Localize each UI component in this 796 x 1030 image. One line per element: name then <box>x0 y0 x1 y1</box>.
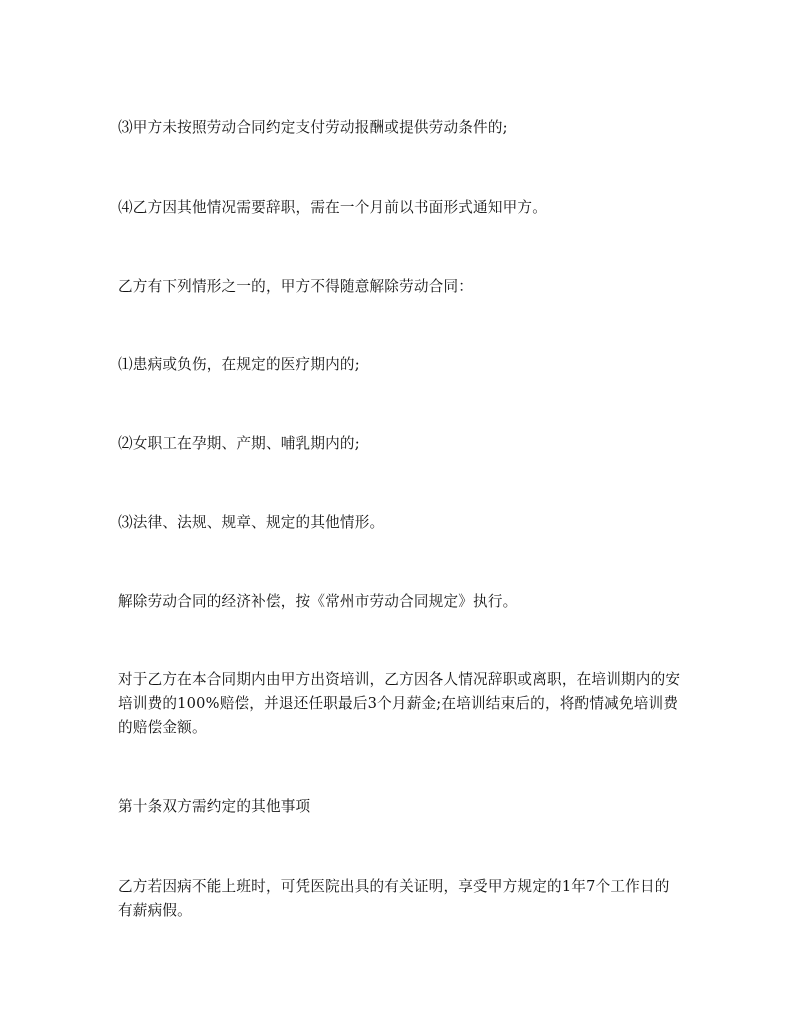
paragraph-sick-leave: 乙方若因病不能上班时，可凭医院出具的有关证明，享受甲方规定的1年7个工作日的有薪病假。 <box>118 878 670 919</box>
paragraph-training-compensation: 对于乙方在本合同期内由甲方出资培训，乙方因各人情况辞职或离职，在培训期内的安培训费的100%赔偿，并退还任职最后3个月薪金;在培训结束后的，将酌情减免培训费的赔偿金额。 <box>118 671 681 736</box>
paragraph-clause-4-resignation: ⑷乙方因其他情况需要辞职，需在一个月前以书面形式通知甲方。 <box>118 199 548 216</box>
paragraph-no-termination-intro: 乙方有下列情形之一的，甲方不得随意解除劳动合同： <box>118 278 474 295</box>
paragraph-other-circumstances: ⑶法律、法规、规章、规定的其他情形。 <box>118 514 385 531</box>
section-heading-article-10: 第十条双方需约定的其他事项 <box>118 798 311 815</box>
paragraph-illness-injury: ⑴患病或负伤，在规定的医疗期内的; <box>118 356 360 373</box>
paragraph-clause-3-payment: ⑶甲方未按照劳动合同约定支付劳动报酬或提供劳动条件的; <box>118 119 508 136</box>
paragraph-pregnancy: ⑵女职工在孕期、产期、哺乳期内的; <box>118 435 360 452</box>
paragraph-economic-compensation: 解除劳动合同的经济补偿，按《常州市劳动合同规定》执行。 <box>118 593 518 610</box>
